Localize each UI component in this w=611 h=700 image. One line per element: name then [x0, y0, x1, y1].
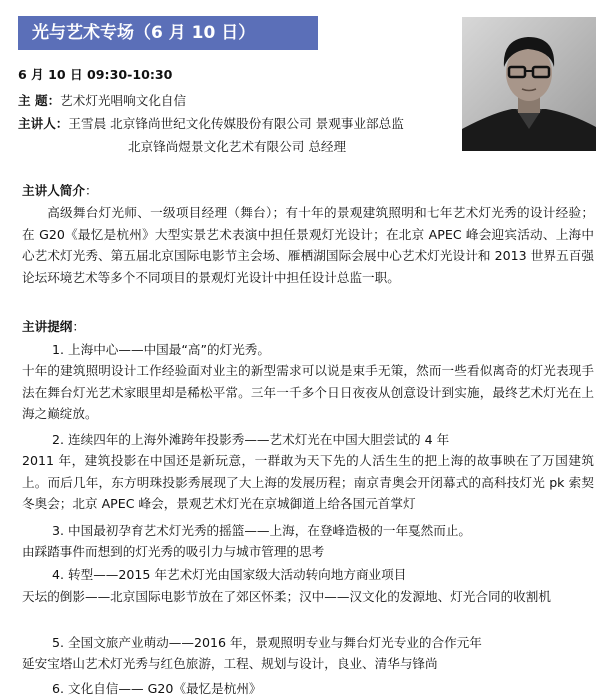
outline-item-2-body: 2011 年，建筑投影在中国还是新玩意，一群敢为天下先的人活生生的把上海的故事映在了万国建筑上。而后几年，东方明珠投影秀展现了大上海的发展历程；南京青奥会开闭幕式的高科技灯光 pk 索契冬奥会；北京 APEC 峰会，景观艺术灯光在京城御道上给各国元首掌灯: [22, 453, 594, 511]
outline-item-2-heading: 2. 连续四年的上海外滩跨年投影秀——艺术灯光在中国大胆尝试的 4 年: [52, 432, 450, 447]
outline-label: 主讲提纲: [22, 319, 73, 334]
topic-value: 艺术灯光唱响文化自信: [60, 93, 187, 108]
bio-colon: ：: [84, 183, 98, 198]
bio-text: 高级舞台灯光师、一级项目经理（舞台）；有十年的景观建筑照明和七年艺术灯光秀的设计经验；在 G20《最忆是杭州》大型实景艺术表演中担任景观灯光设计；在北京 APEC 峰会迎宾活动、上海中心艺术灯光秀、第五届北京国际电影节主会场、雁栖湖国际会展中心艺术灯光设计和 2013 世界五百强论坛环境艺术等多个不同项目的景观灯光设计中担任设计总监一职。: [22, 205, 594, 285]
session-title-banner: 光与艺术专场（6 月 10 日）: [18, 16, 318, 50]
outline-item-4-heading: 4. 转型——2015 年艺术灯光由国家级大活动转向地方商业项目: [52, 567, 407, 582]
bio-paragraph: [22, 202, 594, 288]
speaker-info: [18, 113, 404, 132]
speaker-label: 主讲人：: [18, 116, 69, 131]
outline-item-5-heading: 5. 全国文旅产业萌动——2016 年，景观照明专业与舞台灯光专业的合作元年: [52, 635, 482, 650]
outline-item-3-body: 由踩踏事件而想到的灯光秀的吸引力与城市管理的思考: [22, 544, 325, 559]
session-datetime: 6 月 10 日 09:30-10:30: [18, 67, 173, 82]
topic-label: 主 题：: [18, 93, 61, 108]
bio-label: 主讲人简介: [22, 183, 85, 198]
outline-item-3-heading: 3. 中国最初孕育艺术灯光秀的摇篮——上海，在登峰造极的一年戛然而止。: [52, 523, 472, 538]
outline-item-6-heading: 6. 文化自信—— G20《最忆是杭州》: [52, 681, 262, 696]
bio-heading: [22, 180, 98, 199]
outline-item-1-heading: 1. 上海中心——中国最“高”的灯光秀。: [52, 342, 270, 357]
session-topic: [18, 90, 186, 109]
outline-item-1-body: 十年的建筑照明设计工作经验面对业主的新型需求可以说是束手无策，然而一些看似离奇的灯光表现手法在舞台灯光艺术家眼里却是稀松平常。三年一千多个日日夜夜从创意设计到实施，最终艺术灯光在上海之巅绽放。: [22, 363, 594, 421]
outline-item-4-body: 天坛的倒影——北京国际电影节放在了郊区怀柔；汉中——汉文化的发源地、灯光合同的收割机: [22, 589, 551, 604]
speaker-portrait-icon: [462, 17, 596, 151]
outline-colon: ：: [72, 319, 85, 334]
outline-item-5-body: 延安宝塔山艺术灯光秀与红色旅游，工程、规划与设计，良业、清华与锋尚: [22, 656, 438, 671]
outline-heading: [22, 316, 85, 335]
speaker-line-1: 王雪晨 北京锋尚世纪文化传媒股份有限公司 景观事业部总监: [68, 116, 404, 131]
speaker-line-2: 北京锋尚煜景文化艺术有限公司 总经理: [128, 139, 347, 154]
